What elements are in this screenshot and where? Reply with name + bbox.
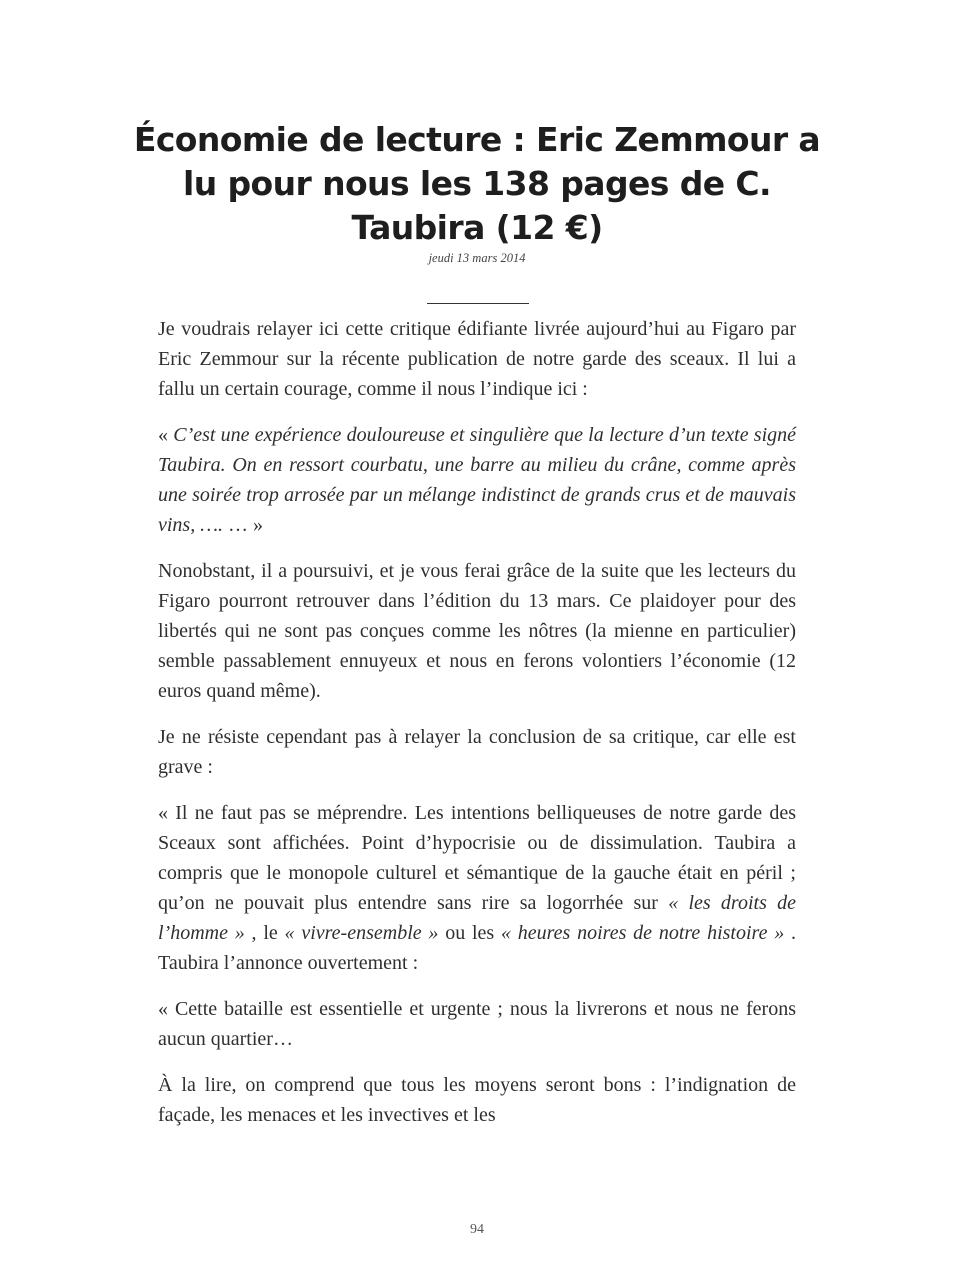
paragraph-conclusion-intro: Je ne résiste cependant pas à relayer la conclusion de sa critique, car elle est grave : [158, 726, 796, 778]
quote-2-italic-droits: « les droits de l’homme » [158, 892, 796, 944]
title-separator [427, 303, 529, 304]
quote-2-italic-heures: « heures noires de notre histoire » [500, 922, 785, 944]
quote-open-mark: « [158, 424, 174, 446]
quote-2-text-c: ou les [438, 922, 501, 944]
article-title: Économie de lecture : Eric Zemmour a lu pour nous les 138 pages de C. Taubira (12 €) [133, 120, 821, 247]
page-number: 94 [470, 1222, 484, 1237]
paragraph-quote-2 [158, 798, 796, 978]
quote-1-text: C’est une expérience douloureuse et singulière que la lecture d’un texte signé Taubira. On en ressort courbatu, une barre au milieu du crâne, comme après une soirée trop arrosée par un mélange indistinct de grands crus et de mauvais vins, …. [158, 424, 797, 536]
quote-2-text-a: « Il ne faut pas se méprendre. Les intentions belliqueuses de notre garde des Sceaux sont affichées. Point d’hypocrisie ou de dissimulation. Taubira a compris que le monopole culturel et sémantique de la gauche était en péril ; qu’on ne pouvait plus entendre sans rire sa logorrhée sur [158, 802, 796, 914]
paragraph-quote-1 [158, 420, 796, 540]
paragraph-nonobstant: Nonobstant, il a poursuivi, et je vous ferai grâce de la suite que les lecteurs du Figaro pourront retrouver dans l’édition du 13 mars. Ce plaidoyer pour des libertés qui ne sont pas conçues comme les nôtres (la mienne en particulier) semble passablement ennuyeux et nous en ferons volontiers l’économie (12 euros quand même). [158, 560, 796, 702]
quote-2-text-d: . Taubira l’annonce ouvertement : [158, 922, 797, 974]
quote-2-text-b: , le [244, 922, 285, 944]
paragraph-quote-3: « Cette bataille est essentielle et urgente ; nous la livrerons et nous ne ferons aucun quartier… [158, 998, 796, 1050]
paragraph-intro: Je voudrais relayer ici cette critique édifiante livrée aujourd’hui au Figaro par Eric Zemmour sur la récente publication de notre garde des sceaux. Il lui a fallu un certain courage, comme il nous l’indique ici : [158, 318, 796, 400]
article-body [158, 314, 796, 1146]
quote-close-mark: … » [228, 514, 263, 536]
paragraph-a-la-lire: À la lire, on comprend que tous les moyens seront bons : l’indignation de façade, les menaces et les invectives et les [158, 1074, 796, 1126]
quote-2-italic-vivre: « vivre-ensemble » [284, 922, 439, 944]
article-date: jeudi 13 mars 2014 [428, 251, 526, 265]
